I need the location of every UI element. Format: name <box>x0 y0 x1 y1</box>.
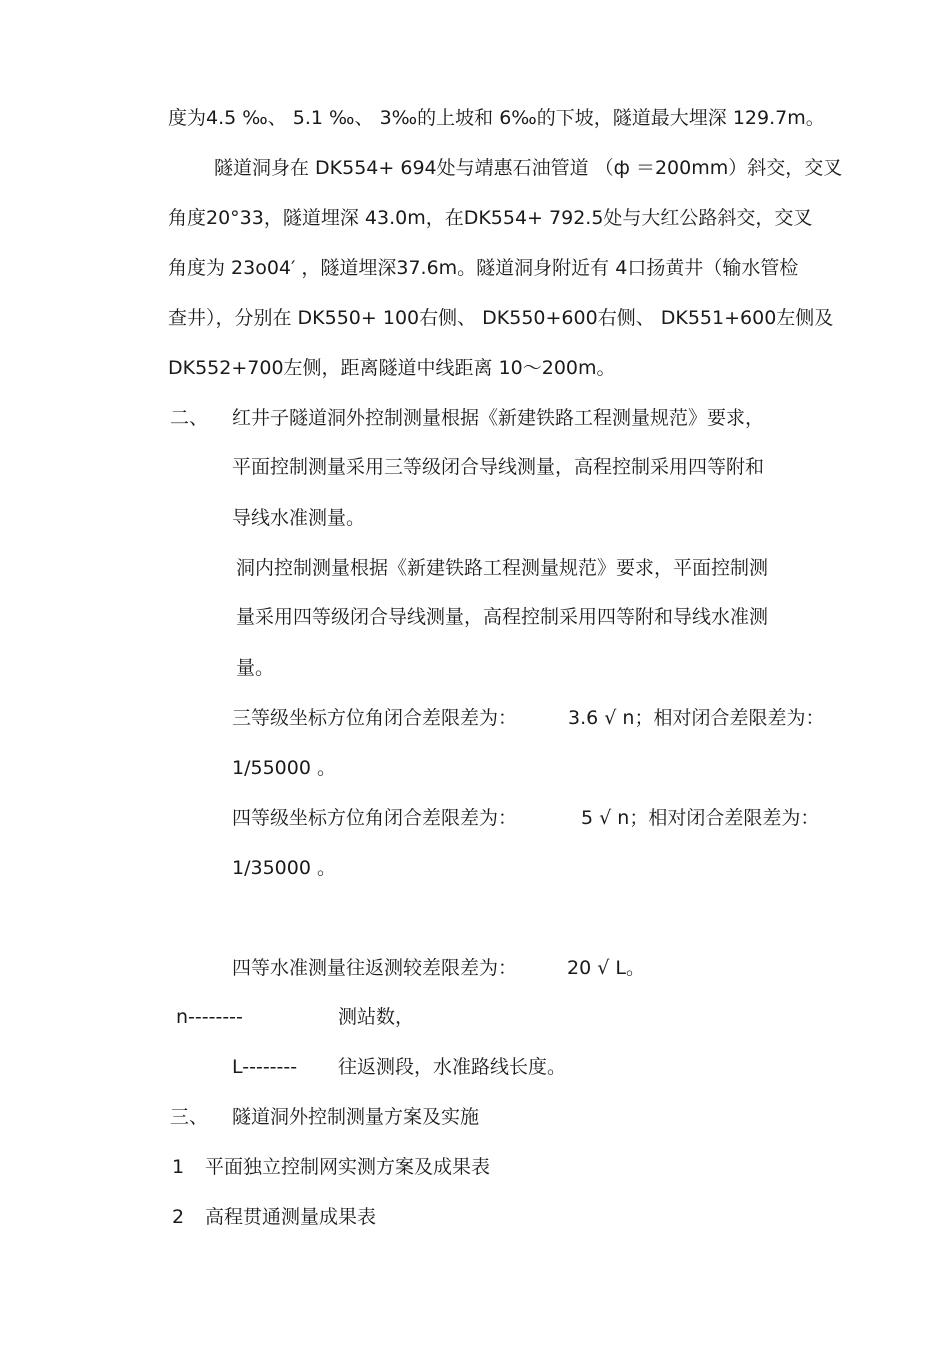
variable-symbol: L-------- <box>232 1056 298 1078</box>
paragraph-line: 导线水准测量。 <box>232 507 366 529</box>
tolerance-label: 三等级坐标方位角闭合差限差为： <box>232 707 518 729</box>
variable-definition: 测站数， <box>338 1006 415 1028</box>
paragraph-line: 查井），分别在 DK550+ 100右侧、 DK550+600右侧、 DK551+600左侧及 <box>168 307 834 329</box>
paragraph-line: 量采用四等级闭合导线测量，高程控制采用四等附和导线水准测 <box>236 606 769 628</box>
paragraph-line: 度为4.5 ‰、 5.1 ‰、 3‰的上坡和 6‰的下坡，隧道最大埋深 129.7m。 <box>168 107 825 129</box>
tolerance-ratio: 1/35000 。 <box>232 857 336 879</box>
tolerance-ratio: 1/55000 。 <box>232 757 336 779</box>
paragraph-line: 平面控制测量采用三等级闭合导线测量，高程控制采用四等附和 <box>232 456 765 478</box>
list-number: 2 <box>172 1206 185 1228</box>
list-item: 平面独立控制网实测方案及成果表 <box>205 1156 491 1178</box>
tolerance-value: 3.6 √ n；相对闭合差限差为： <box>568 707 825 729</box>
section-heading: 隧道洞外控制测量方案及实施 <box>232 1106 480 1128</box>
variable-symbol: n-------- <box>176 1006 243 1028</box>
section-number: 三、 <box>170 1106 209 1128</box>
variable-definition: 往返测段，水准路线长度。 <box>338 1056 567 1078</box>
section-heading: 红井子隧道洞外控制测量根据《新建铁路工程测量规范》要求， <box>232 407 765 429</box>
paragraph-line: 角度为 23o04′ ，隧道埋深37.6m。隧道洞身附近有 4口扬黄井（输水管检 <box>168 257 799 279</box>
paragraph-line: 洞内控制测量根据《新建铁路工程测量规范》要求，平面控制测 <box>236 557 769 579</box>
paragraph-line: DK552+700左侧，距离隧道中线距离 10～200m。 <box>168 357 616 379</box>
paragraph-line: 角度20°33，隧道埋深 43.0m，在DK554+ 792.5处与大红公路斜交，交叉 <box>168 207 813 229</box>
tolerance-value: 5 √ n；相对闭合差限差为： <box>581 807 820 829</box>
tolerance-value: 20 √ L。 <box>567 957 645 979</box>
tolerance-label: 四等水准测量往返测较差限差为： <box>232 957 518 979</box>
section-number: 二、 <box>170 407 209 429</box>
list-item: 高程贯通测量成果表 <box>205 1206 377 1228</box>
paragraph-line: 隧道洞身在 DK554+ 694处与靖惠石油管道 （ф ＝200mm）斜交，交叉 <box>214 157 843 179</box>
list-number: 1 <box>172 1156 185 1178</box>
tolerance-label: 四等级坐标方位角闭合差限差为： <box>232 807 518 829</box>
paragraph-line: 量。 <box>236 657 275 679</box>
